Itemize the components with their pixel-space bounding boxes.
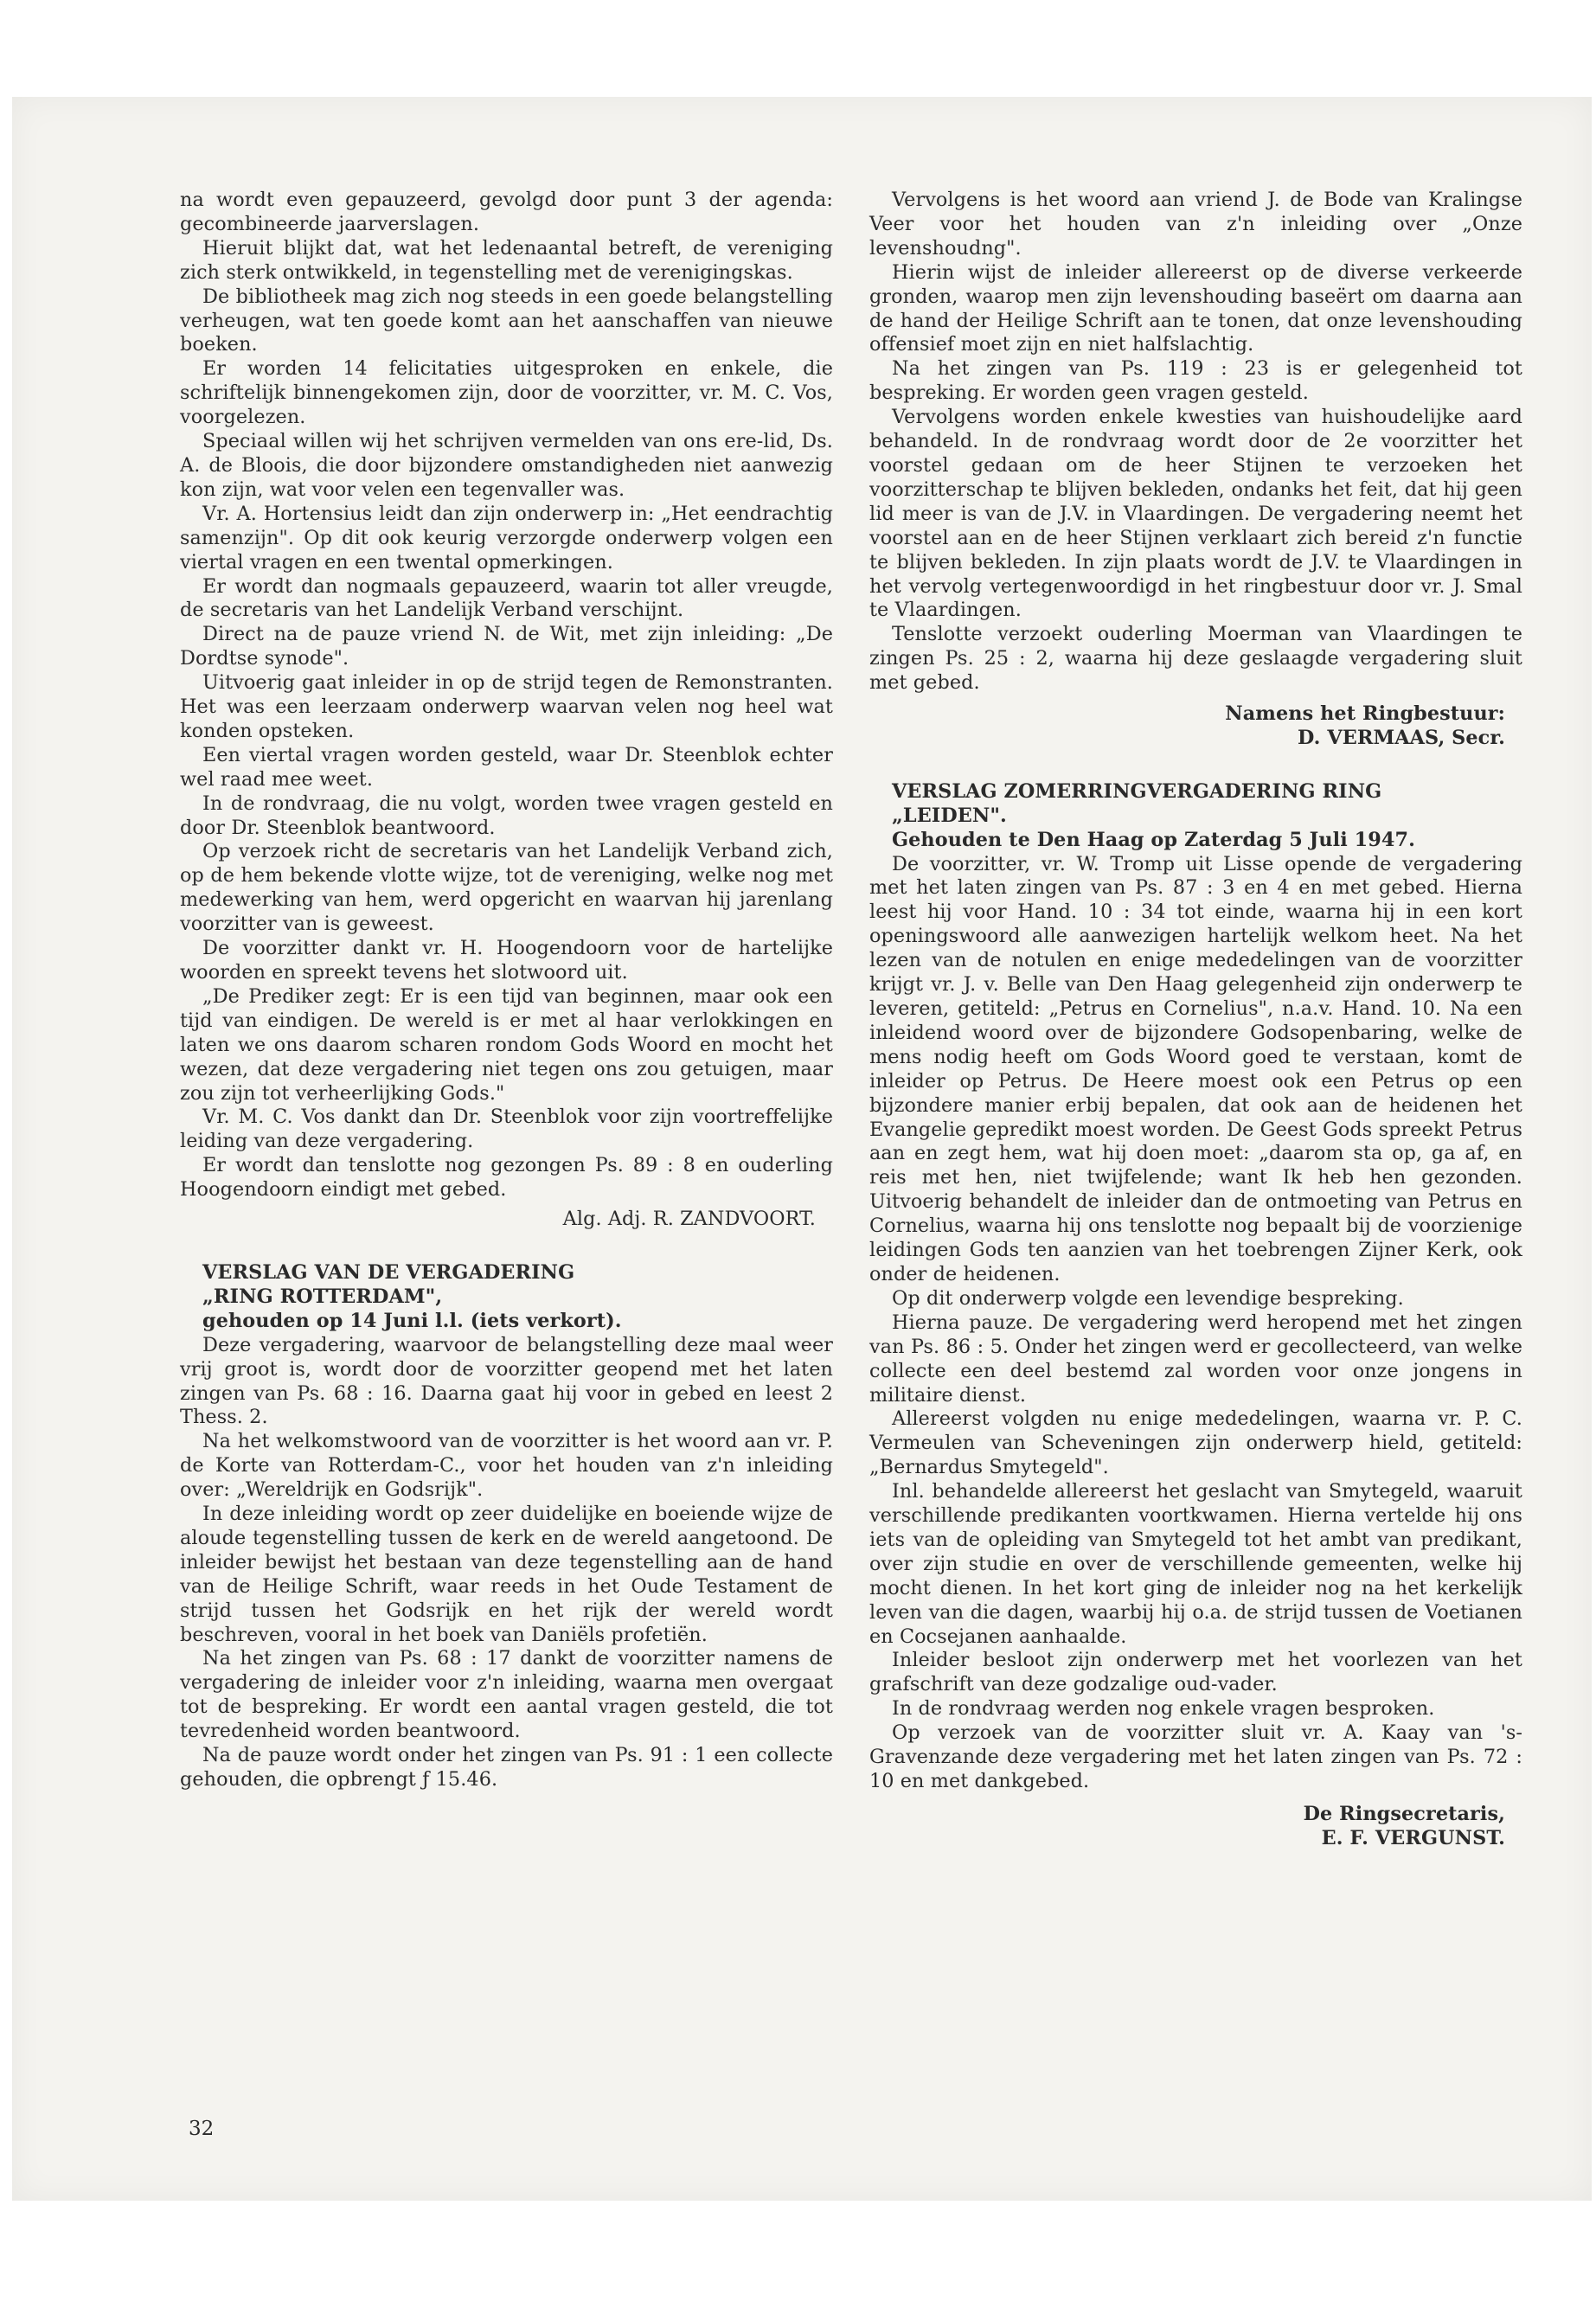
paragraph: Op dit onderwerp volgde een levendige bespreking.	[892, 1286, 1404, 1310]
paragraph: Allereerst volgden nu enige mededelingen, waarna vr. P. C. Vermeulen van Scheveningen zijn onderwerp hield, getiteld: „Bernardus Smytegeld".	[869, 1407, 1522, 1479]
paragraph: Hieruit blijkt dat, wat het ledenaantal betreft, de vereniging zich sterk ontwikkeld, in tegenstelling met de verenigingskas.	[180, 236, 833, 284]
paragraph: Na het zingen van Ps. 68 : 17 dankt de voorzitter namens de vergadering de inleider voor z'n inleiding, waarna men overgaat tot de bespreking. Er wordt een aantal vragen gesteld, die tot tevredenheid worden beantwoord.	[180, 1647, 833, 1743]
signature: Alg. Adj. R. ZANDVOORT.	[562, 1208, 816, 1231]
left-report-rotterdam	[180, 1334, 833, 1792]
paragraph: Uitvoerig gaat inleider in op de strijd tegen de Remonstranten. Het was een leerzaam onderwerp waarvan velen nog heel wat konden opsteken.	[180, 671, 833, 742]
paragraph: na wordt even gepauzeerd, gevolgd door punt 3 der agenda: gecombineerde jaarverslagen.	[180, 189, 833, 235]
paragraph: Op verzoek van de voorzitter sluit vr. A. Kaay van 's-Gravenzande deze vergadering met het laten zingen van Ps. 72 : 10 en met dankgebed.	[869, 1721, 1522, 1792]
paragraph: Er wordt dan nogmaals gepauzeerd, waarin tot aller vreugde, de secretaris van het Landelijk Verband verschijnt.	[180, 574, 833, 622]
left-column	[180, 189, 833, 1792]
section-heading: VERSLAG ZOMERRINGVERGADERING RING	[892, 779, 1382, 803]
paragraph: Na de pauze wordt onder het zingen van Ps. 91 : 1 een collecte gehouden, die opbrengt ƒ 15.46.	[180, 1744, 833, 1791]
paragraph: Tenslotte verzoekt ouderling Moerman van Vlaardingen te zingen Ps. 25 : 2, waarna hij deze geslaagde vergadering sluit met gebed.	[869, 623, 1522, 695]
left-report-rotterdam-end	[180, 189, 833, 1232]
section-subheading: gehouden op 14 Juni l.l. (iets verkort).	[202, 1309, 622, 1332]
paragraph: Inl. behandelde allereerst het geslacht van Smytegeld, waaruit verschillende predikanten voortkwamen. Hierna vertelde hij ons iets van de opleiding van Smytegeld tot het ambt van predikant, over zijn studie en over de verschillende gemeenten, welke hij mocht dienen. In het kort ging de inleider nog na het kerkelijk leven van die dagen, waarbij hij o.a. de strijd tussen de Voetianen en Cocsejanen aanhaalde.	[869, 1480, 1522, 1648]
paragraph: In deze inleiding wordt op zeer duidelijke en boeiende wijze de aloude tegenstelling tussen de kerk en de wereld aangetoond. De inleider bewijst het bestaan van deze tegenstelling aan de hand van de Heilige Schrift, waar reeds in het Oude Testament de strijd tussen het Godsrijk en het rijk der wereld wordt beschreven, vooral in het boek van Daniëls profetiën.	[180, 1503, 833, 1646]
signature-title: De Ringsecretaris,	[1303, 1802, 1505, 1825]
paragraph: Vr. M. C. Vos dankt dan Dr. Steenblok voor zijn voortreffelijke leiding van deze vergadering.	[180, 1106, 833, 1153]
paragraph: Op verzoek richt de secretaris van het Landelijk Verband zich, op de hem bekende vlotte wijze, tot de vereniging, welke nog met medewerking van hem, werd opgericht en waarvan hij jarenlang voorzitter van is geweest.	[180, 840, 833, 936]
signature-title: Namens het Ringbestuur:	[1225, 702, 1505, 726]
signature-name: D. VERMAAS, Secr.	[1297, 726, 1505, 749]
paragraph: De voorzitter dankt vr. H. Hoogendoorn voor de hartelijke woorden en spreekt tevens het slotwoord uit.	[180, 937, 833, 984]
paragraph: Hierna pauze. De vergadering werd heropend met het zingen van Ps. 86 : 5. Onder het zingen werd er gecollecteerd, van welke collecte een deel bestemd zal worden voor onze jongens in militaire dienst.	[869, 1311, 1522, 1407]
paragraph: Speciaal willen wij het schrijven vermelden van ons ere-lid, Ds. A. de Bloois, die door bijzondere omstandigheden niet aanwezig kon zijn, wat voor velen een tegenvaller was.	[180, 430, 833, 501]
page-number: 32	[189, 2118, 215, 2140]
section-subheading: Gehouden te Den Haag op Zaterdag 5 Juli 1947.	[892, 828, 1415, 851]
paragraph: Na het welkomstwoord van de voorzitter is het woord aan vr. P. de Korte van Rotterdam-C., voor het houden van z'n inleiding over: „Wereldrijk en Godsrijk".	[180, 1430, 833, 1502]
right-report-rotterdam-end	[869, 189, 1522, 751]
paragraph: Vervolgens worden enkele kwesties van huishoudelijke aard behandeld. In de rondvraag wordt door de 2e voorzitter het voorstel gedaan om de heer Stijnen te verzoeken het voorzitterschap te blijven bekleden, ondanks het feit, dat hij geen lid meer is van de J.V. in Vlaardingen. De vergadering neemt het voorstel aan en de heer Stijnen verklaart zich bereid z'n functie te blijven bekleden. In zijn plaats wordt de J.V. te Vlaardingen in het vervolg vertegenwoordigd in het ringbestuur door vr. J. Smal te Vlaardingen.	[869, 406, 1522, 622]
paragraph: Hierin wijst de inleider allereerst op de diverse verkeerde gronden, waarop men zijn levenshouding baseërt om daarna aan de hand der Heilige Schrift aan te tonen, dat onze levenshouding offensief moet zijn en niet halfslachtig.	[869, 260, 1522, 356]
paragraph: Deze vergadering, waarvoor de belangstelling deze maal weer vrij groot is, wordt door de voorzitter geopend met het laten zingen van Ps. 68 : 16. Daarna gaat hij voor in gebed en leest 2 Thess. 2.	[180, 1333, 833, 1429]
section-heading-ring: „RING ROTTERDAM",	[202, 1285, 443, 1308]
paragraph: Een viertal vragen worden gesteld, waar Dr. Steenblok echter wel raad mee weet.	[180, 743, 833, 791]
paragraph: Direct na de pauze vriend N. de Wit, met zijn inleiding: „De Dordtse synode".	[180, 623, 833, 670]
right-column	[869, 189, 1522, 1851]
paragraph: In de rondvraag werden nog enkele vragen besproken.	[892, 1697, 1435, 1721]
quote-paragraph: „De Prediker zegt: Er is een tijd van beginnen, maar ook een tijd van eindigen. De wereld is er met al haar verlokkingen en laten we ons daarom scharen rondom Gods Woord en mocht het wezen, dat deze vergadering niet tegen ons zou getuigen, maar zou zijn tot verheerlijking Gods."	[180, 984, 833, 1105]
paragraph: Na het zingen van Ps. 119 : 23 is er gelegenheid tot bespreking. Er worden geen vragen gesteld.	[869, 357, 1522, 405]
paragraph: Er wordt dan tenslotte nog gezongen Ps. 89 : 8 en ouderling Hoogendoorn eindigt met gebed.	[180, 1154, 833, 1202]
signature-name: E. F. VERGUNST.	[1321, 1826, 1505, 1849]
paragraph: Er worden 14 felicitaties uitgesproken en enkele, die schriftelijk binnengekomen zijn, door de voorzitter, vr. M. C. Vos, voorgelezen.	[180, 357, 833, 429]
paragraph: Inleider besloot zijn onderwerp met het voorlezen van het grafschrift van deze godzalige oud-vader.	[869, 1649, 1522, 1696]
paragraph: De voorzitter, vr. W. Tromp uit Lisse opende de vergadering met het laten zingen van Ps. 87 : 3 en 4 en met gebed. Hierna leest hij voor Hand. 10 : 34 tot einde, waarna hij in een kort openingswoord alle aanwezigen hartelijk welkom heet. Na het lezen van de notulen en enige mededelingen van de voorzitter krijgt vr. J. v. Belle van Den Haag gelegenheid zijn onderwerp te leveren, getiteld: „Petrus en Cornelius", n.a.v. Hand. 10. Na een inleidend woord over de bijzondere Godsopenbaring, welke de mens nodig heeft om Gods Woord goed te verstaan, komt de inleider op Petrus. De Heere moest ook een Petrus op een bijzondere manier erbij bepalen, dat ook aan de heidenen het Evangelie gepredikt moest worden. De Geest Gods spreekt Petrus aan en zegt hem, wat hij doen moet: „daarom sta op, ga af, en reis met hen, niet twijfelende; want Ik heb hen gezonden. Uitvoerig behandelt de inleider dan de ontmoeting van Petrus en Cornelius, waarna hij ons tenslotte nog bepaalt bij de voorzienige leidingen Gods ten aanzien van het toebrengen Zijner Kerk, ook onder de heidenen.	[869, 852, 1522, 1285]
paragraph: Vr. A. Hortensius leidt dan zijn onderwerp in: „Het eendrachtig samenzijn". Op dit ook keurig verzorgde onderwerp volgen een viertal vragen en een twental opmerkingen.	[180, 502, 833, 574]
right-report-leiden	[869, 853, 1522, 1851]
paragraph: In de rondvraag, die nu volgt, worden twee vragen gesteld en door Dr. Steenblok beantwoord.	[180, 792, 833, 839]
section-heading: VERSLAG VAN DE VERGADERING	[202, 1260, 575, 1284]
paragraph: Vervolgens is het woord aan vriend J. de Bode van Kralingse Veer voor het houden van z'n inleiding over „Onze levenshoudng".	[869, 189, 1522, 260]
paragraph: De bibliotheek mag zich nog steeds in een goede belangstelling verheugen, wat ten goede komt aan het aanschaffen van nieuwe boeken.	[180, 285, 833, 356]
section-heading-ring: „LEIDEN".	[892, 804, 1007, 827]
